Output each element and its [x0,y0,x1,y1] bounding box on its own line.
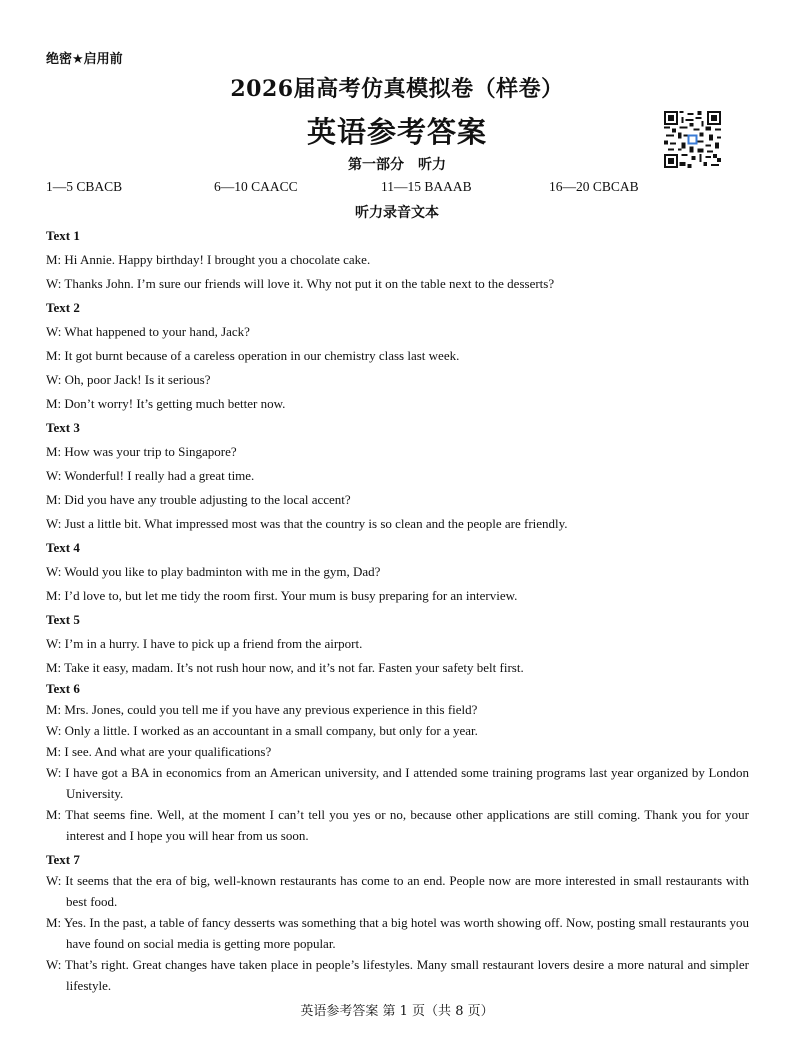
dialogue-line: M: Don’t worry! It’s getting much better now. [46,396,286,411]
transcript [46,226,749,996]
dialogue-line: M: Take it easy, madam. It’s not rush hour now, and it’s not far. Fasten your safety belt first. [46,660,524,675]
dialogue-line: M: Did you have any trouble adjusting to the local accent? [46,492,351,507]
dialogue-line: W: It seems that the era of big, well-known restaurants has come to an end. People now are more interested in small restaurants with best food. [46,873,749,909]
dialogue-line: W: What happened to your hand, Jack? [46,324,250,339]
answer-group-3: 11—15 BAAAB [381,179,472,194]
dialogue-line: M: I see. And what are your qualifications? [46,744,272,759]
text-5-title: Text 5 [46,612,80,627]
page-footer: 英语参考答案 第 1 页（共 8 页） [300,1004,494,1019]
dialogue-line: M: That seems fine. Well, at the moment I can’t tell you yes or no, because other applications are still coming. Thank you for your interest and I hope you will hear from us soon. [46,807,749,843]
dialogue-line: M: Mrs. Jones, could you tell me if you have any previous experience in this field? [46,702,478,717]
text-3-title: Text 3 [46,420,80,435]
dialogue-line: M: I’d love to, but let me tidy the room first. Your mum is busy preparing for an interview. [46,588,518,603]
confidential-label: 绝密★启用前 [46,52,123,67]
text-4-title: Text 4 [46,540,80,555]
part-one-heading: 第一部分 听力 [348,157,446,173]
dialogue-line: W: I have got a BA in economics from an American university, and I attended some training programs last year organized by London University. [46,765,749,801]
answer-group-4: 16—20 CBCAB [549,179,639,194]
dialogue-line: W: I’m in a hurry. I have to pick up a friend from the airport. [46,636,363,651]
dialogue-line: W: Would you like to play badminton with me in the gym, Dad? [46,564,381,579]
dialogue-line: M: How was your trip to Singapore? [46,444,237,459]
dialogue-line: W: Only a little. I worked as an accountant in a small company, but only for a year. [46,723,478,738]
dialogue-line: W: That’s right. Great changes have taken place in people’s lifestyles. Many small restaurant lovers desire a more natural and simpler lifestyle. [46,957,749,993]
text-7-title: Text 7 [46,852,80,867]
dialogue-line: M: Yes. In the past, a table of fancy desserts was something that a big hotel was worth showing off. Now, posting small restaurants you have found on social media is getting more popular. [46,915,749,951]
dialogue-line: W: Oh, poor Jack! Is it serious? [46,372,211,387]
exam-title: 2026届高考仿真模拟卷（样卷） [230,76,564,102]
dialogue-line: W: Wonderful! I really had a great time. [46,468,255,483]
text-6-title: Text 6 [46,681,80,696]
transcript-heading: 听力录音文本 [355,205,439,221]
dialogue-line: W: Just a little bit. What impressed most was that the country is so clean and the people are friendly. [46,516,568,531]
dialogue-line: M: Hi Annie. Happy birthday! I brought you a chocolate cake. [46,252,371,267]
answer-row [0,179,794,197]
dialogue-line: W: Thanks John. I’m sure our friends will love it. Why not put it on the table next to the desserts? [46,276,555,291]
dialogue-line: M: It got burnt because of a careless operation in our chemistry class last week. [46,348,460,363]
text-2-title: Text 2 [46,300,80,315]
answer-group-2: 6—10 CAACC [214,179,298,194]
text-1-title: Text 1 [46,228,80,243]
answer-group-1: 1—5 CBACB [46,179,123,194]
answer-key-title: 英语参考答案 [306,115,487,149]
